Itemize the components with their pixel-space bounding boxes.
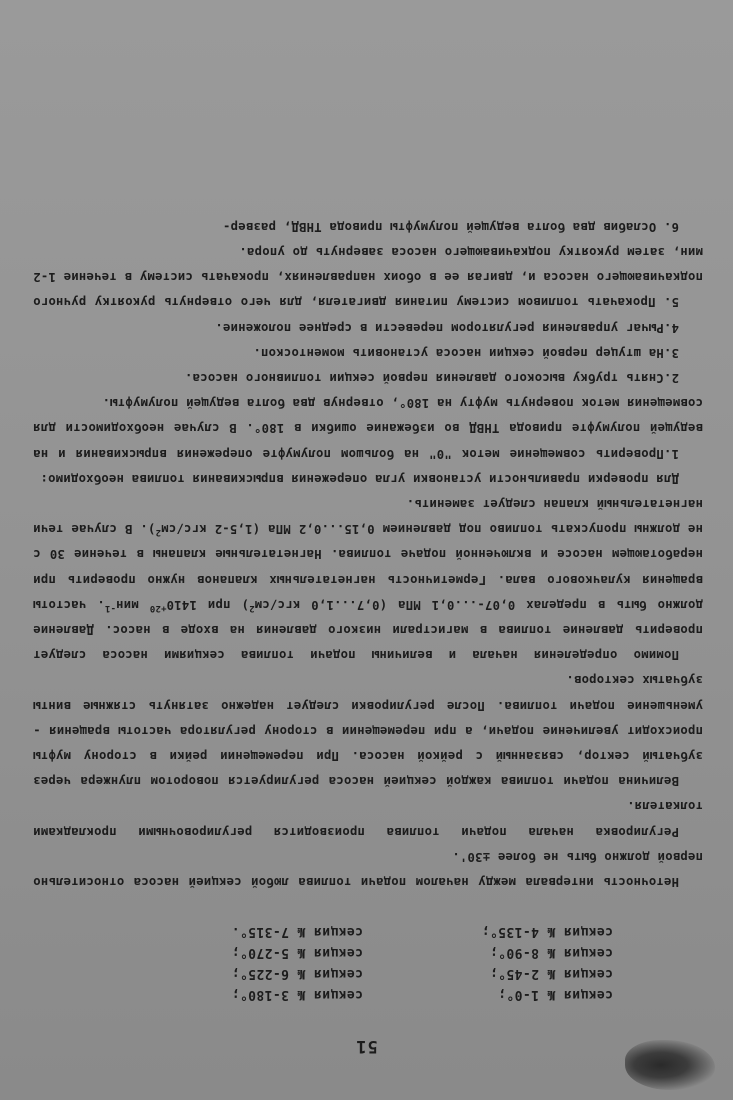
- section-angle-item: секция № 5-270°;: [231, 945, 363, 960]
- paragraph-fuel-quantity: Величина подачи топлива каждой секцией насоса регулируется поворотом плунжера через зубчатый сектор, связанный с рейкой насоса. При перемещении рейки в сторону муфты происходит увеличение подачи, а при перемещении в сторону регулятора частоты вращения - уменьшение подачи топлива. После регулировки следует надежно затянуть стяжные винты зубчатых секторов.: [33, 673, 703, 789]
- section-angle-item: секция № 8-90°;: [489, 945, 613, 960]
- step-1: 1.Проверить совмещение меток "0" на большом полумуфте опережения впрыскивания и на ведущей полумуфте привода ТНВД во избежание ошибки в 180°. В случае необходимости для совмещения меток повернуть муфту на 180°, отвернув два болта ведущей полумуфты.: [33, 396, 703, 461]
- paragraph-adjustment-shims: Регулировка начала подачи топлива производится регулировочными прокладками толкателя.: [33, 799, 703, 839]
- step-3: 3.На штуцер первой секции насоса установить моментоскоп.: [253, 345, 679, 360]
- section-angle-item: секция № 4-135°;: [481, 924, 613, 939]
- section-angle-item: секция № 6-225°;: [231, 966, 363, 981]
- section-angle-item: секция № 7-315°.: [231, 924, 363, 939]
- superscript: 2: [248, 602, 255, 613]
- text-run: ) при 1410: [166, 597, 249, 612]
- superscript: 2: [155, 527, 161, 538]
- document-body: [33, 214, 703, 894]
- text-run: Помимо определения начала и величины подачи топлива секциями насоса следует проверить давление топлива в магистрали низкого давления на входе в насос. Давление должно быть в пределах 0,07-...0,1 МПа (0,7...1,0 кгс/см: [33, 597, 703, 663]
- paragraph-timing-intro: Для проверки правильности установки угла опережения впрыскивания топлива необходимо:: [40, 471, 679, 486]
- text-run: мин: [115, 597, 150, 612]
- step-4: 4.Рычаг управления регулятором перевести в среднее положение.: [215, 320, 679, 335]
- step-5: 5. Прокачать топливом систему питания двигателя, для чего отвернуть рукоятку ручного подкачивающего насоса и, двигая ее в обоих направлениях, прокачать систему в течение 1-2 мин, затем рукоятку подкачивающего насоса завернуть до упора.: [33, 244, 703, 310]
- section-angle-item: секция № 1-0°;: [497, 987, 613, 1002]
- section-angle-list: [93, 924, 613, 1002]
- step-6: 6. Ослабив два болта ведущей полумуфты привода ТНВД, развер-: [222, 219, 679, 234]
- superscript: -1: [104, 602, 116, 613]
- text-run: ). В случае течи нагнетательный клапан следует заменить.: [33, 496, 703, 537]
- paragraph-low-pressure-check: [33, 491, 703, 667]
- paragraph-tolerance: Неточность интервала между началом подачи топлива любой секцией насоса относительно первой должно быть не более ±30'.: [33, 849, 703, 889]
- section-angle-item: секция № 3-180°;: [231, 987, 363, 1002]
- section-angle-item: секция № 2-45°;: [489, 966, 613, 981]
- step-2: 2.Снять трубку высокого давления первой секции топливного насоса.: [184, 370, 679, 385]
- page-number: 51: [355, 1036, 378, 1056]
- text-run: . частоты вращения кулачкового вала. Герметичность нагнетательных клапанов нужно проверить при неработающем насосе и включенной подаче топлива. Нагнетательные клапаны в течение 30 с не должны пропускать топливо под давлением 0,15...0,2 МПа (1,5-2 кгс/см: [33, 522, 703, 612]
- superscript: +20: [149, 602, 167, 613]
